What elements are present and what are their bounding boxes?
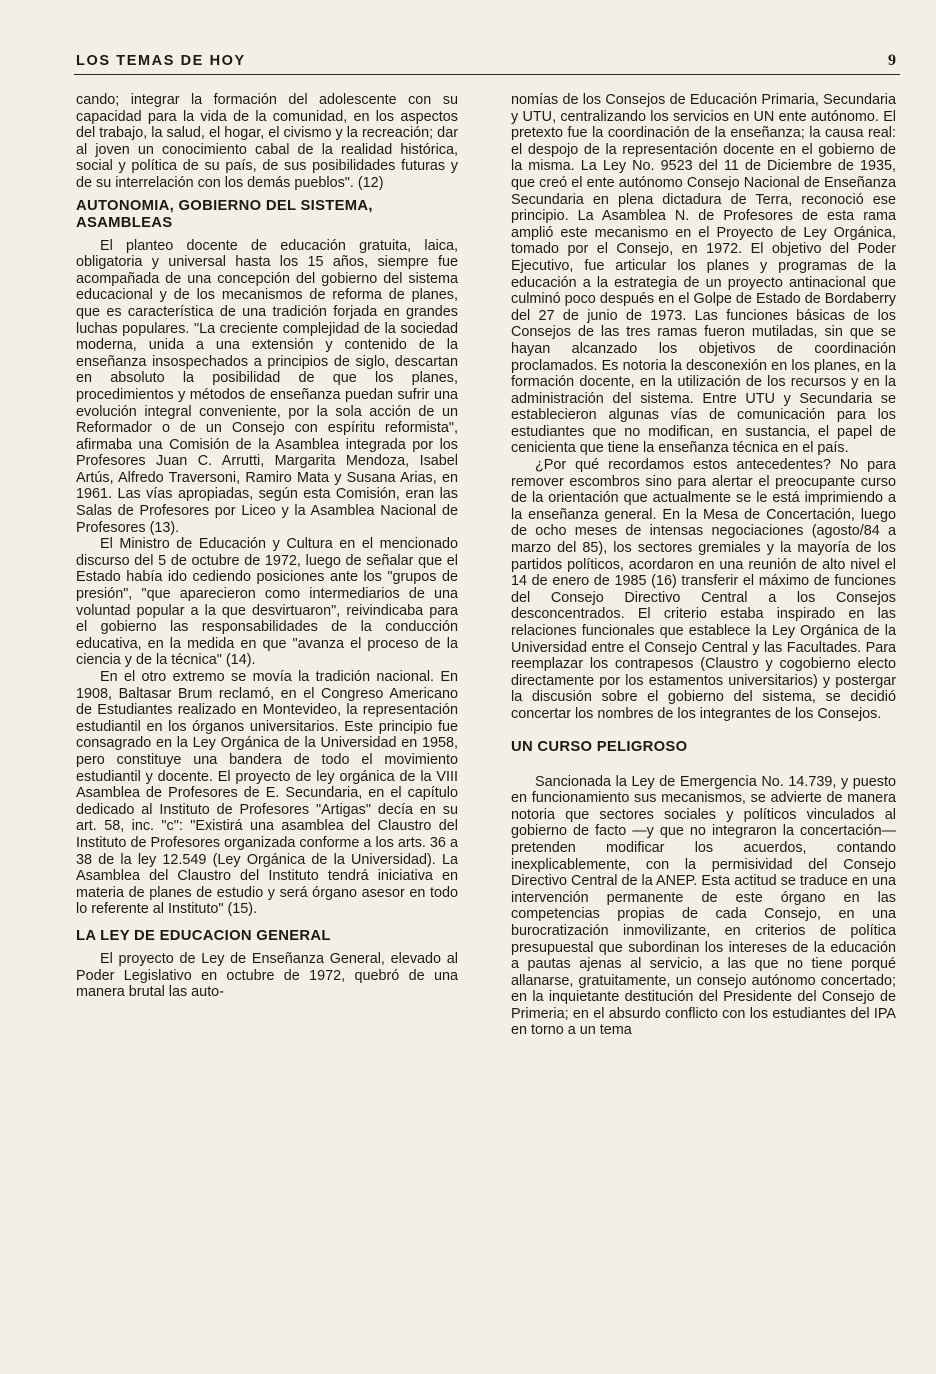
right-column [511, 92, 896, 1039]
paragraph-antecedentes: ¿Por qué recordamos estos antecedentes? No para remover escombros sino para alertar el preocupante curso de la orientación que actualmente se le está imprimiendo a la enseñanza general. En la Mesa de Concertación, luego de ocho meses de intensas negociaciones (agosto/84 a marzo del 85), los sectores gremiales y la mayoría de los partidos políticos, acordaron en una reunión de alto nivel el 14 de enero de 1985 (16) transferir el máximo de funciones del Consejo Directivo Central a los Consejos desconcentrados. El criterio estaba inspirado en las relaciones funcionales que establece la Ley Orgánica de la Universidad entre el Consejo Central y las Facultades. Para reemplazar los contrapesos (Claustro y cogobierno electo directamente por los estamentos universitarios) y postergar la discusión sobre el gobierno del sistema, se decidió concertar los nombres de los integrantes de los Consejos. [511, 457, 896, 722]
paragraph-continuation: nomías de los Consejos de Educación Primaria, Secundaria y UTU, centralizando los servicios en UN ente autónomo. El pretexto fue la coordinación de la enseñanza; la causa real: el despojo de la representación docente en el gobierno de la misma. La Ley No. 9523 del 11 de Diciembre de 1935, que creó el ente autónomo Consejo Nacional de Enseñanza Secundaria en plena dictadura de Terra, reconoció ese principio. La Asamblea N. de Profesores de esta rama amplió este mecanismo en el Proyecto de Ley Orgánica, tomado por el Consejo, en 1972. El objetivo del Poder Ejecutivo, fue articular los planes y programas de la educación a la estrategia de un proyecto antinacional que culminó poco después en el Golpe de Estado de Bordaberry del 27 de junio de 1973. Las funciones básicas de los Consejos de las tres ramas fueron mutiladas, sin que se hayan alcanzado los objetivos de coordinación proclamados. Es notoria la desconexión en los planes, en la formación docente, en la utilización de los recursos y en la administración del sistema. Entre UTU y Secundaria se establecieron algunas vías de comunicación para los estudiantes que no modifican, en sustancia, el papel de cenicienta que tiene la enseñanza técnica en el país. [511, 92, 896, 457]
section-heading-autonomia: AUTONOMIA, GOBIERNO DEL SISTEMA, ASAMBLEAS [76, 197, 373, 231]
left-column [76, 92, 458, 1001]
intro-paragraph: cando; integrar la formación del adolescente con su capacidad para la vida de la comunidad, en los aspectos del trabajo, la salud, el hogar, el civismo y la recreación; dar al joven un conocimiento cabal de la realidad histórica, social y política de su país, de sus posibilidades futuras y de su interrelación con los demás pueblos". (12) [76, 92, 458, 191]
paragraph-ministro: El Ministro de Educación y Cultura en el mencionado discurso del 5 de octubre de 1972, luego de señalar que el Estado había ido cediendo posiciones ante los "grupos de presión", "que aparecieron como intermediarios de una voluntad popular a la que desvirtuaron", reivindicaba para el gobierno las responsabilidades de la conducción educativa, en la medida en que "avanza el proceso de la ciencia y de la técnica" (14). [76, 536, 458, 669]
paragraph-tradicion-nacional: En el otro extremo se movía la tradición nacional. En 1908, Baltasar Brum reclamó, en el Congreso Americano de Estudiantes realizado en Montevideo, la representación estudiantil en los órganos universitarios. Este principio fue consagrado en la Ley Orgánica de la Universidad en 1958, pero constituye una bandera de todo el movimiento estudiantil y docente. El proyecto de ley orgánica de la VIII Asamblea de Profesores de E. Secundaria, en el capítulo dedicado al Instituto de Profesores "Artigas" decía en su art. 58, inc. "c": "Existirá una asamblea del Claustro del Instituto de Profesores organizada conforme a los arts. 36 a 38 de la ley 12.549 (Ley Orgánica de la Universidad). La Asamblea del Claustro del Instituto tendrá iniciativa en materia de planes de estudio y será órgano asesor en todo lo referente al Instituto" (15). [76, 669, 458, 918]
running-header [74, 52, 900, 75]
paragraph-proyecto-ley: El proyecto de Ley de Enseñanza General, elevado al Poder Legislativo en octubre de 1972, quebró de una manera brutal las auto- [76, 950, 458, 1001]
paragraph-planteo-docente: El planteo docente de educación gratuita, laica, obligatoria y universal hasta los 15 años, siempre fue acompañada de una concepción del gobierno del sistema educacional y de los mecanismos de reforma de planes, que es característica de una tradición forjada en grandes luchas populares. "La creciente complejidad de la sociedad moderna, unida a una extensión y contenido de la enseñanza insospechados a principios de siglo, descartan en absoluto la posibilidad de que los planes, procedimientos y métodos de enseñanza puedan sufrir una evolución integral conveniente, por la sola acción de un Reformador o de un Consejo con espíritu reformista", afirmaba una Comisión de la Asamblea integrada por los Profesores Juan C. Arrutti, Margarita Mendoza, Isabel Artús, Alfredo Traversoni, Ramiro Mata y Susana Arias, en 1961. Las vías apropiadas, según esta Comisión, eran las Salas de Profesores por Liceo y la Asamblea Nacional de Profesores (13). [76, 237, 458, 536]
section-heading-ley-educacion: LA LEY DE EDUCACION GENERAL [76, 927, 331, 944]
running-title: LOS TEMAS DE HOY [76, 53, 246, 69]
paragraph-ley-emergencia: Sancionada la Ley de Emergencia No. 14.739, y puesto en funcionamiento sus mecanismos, se advierte de manera notoria que sectores sociales y políticos vinculados al gobierno de facto —y que no integraron la concertación— pretenden modificar los acuerdos, contando inexplicablemente, con la permisividad del Consejo Directivo Central de la ANEP. Esta actitud se traduce en una intervención permanente de este órgano en las competencias propias de cada Consejo, en una burocratización inmovilizante, en criterios de política presupuestal que subordinan los intereses de la educación a pautas ajenas al servicio, a las que no tiene porqué allanarse, gratuitamente, un consejo autónomo concertado; en la inquietante destitución del Presidente del Consejo de Primeria; en el absurdo conflicto con los estudiantes del IPA en torno a un tema [511, 773, 896, 1039]
page-number: 9 [888, 52, 896, 69]
section-heading-curso-peligroso: UN CURSO PELIGROSO [511, 738, 688, 755]
